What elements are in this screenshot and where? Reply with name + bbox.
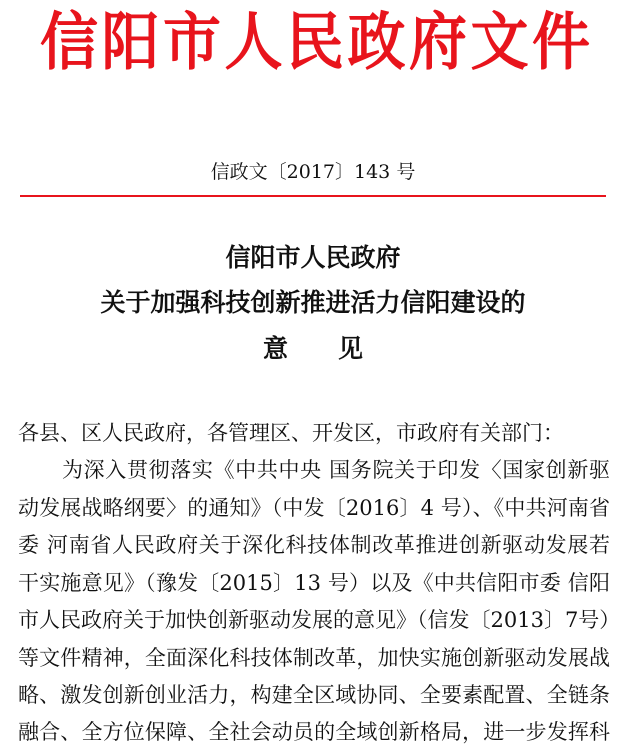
document-masthead: 信阳市人民政府文件 — [40, 5, 590, 79]
body-line: 委 河南省人民政府关于深化科技体制改革推进创新驱动发展若 — [18, 533, 610, 557]
red-divider-line — [20, 195, 606, 197]
title-doc-type: 意 见 — [262, 334, 363, 363]
document-number: 信政文〔2017〕143 号 — [210, 161, 416, 183]
title-subject: 关于加强科技创新推进活力信阳建设的 — [100, 288, 526, 317]
body-line: 动发展战略纲要〉的通知》（中发〔2016〕4 号）、《中共河南省 — [18, 496, 610, 520]
body-line: 干实施意见》（豫发〔2015〕13 号）以及《中共信阳市委 信阳 — [18, 571, 610, 595]
title-issuer: 信阳市人民政府 — [225, 243, 401, 272]
body-line: 市人民政府关于加快创新驱动发展的意见》（信发〔2013〕7号） — [18, 608, 621, 632]
body-line: 等文件精神，全面深化科技体制改革，加快实施创新驱动发展战 — [18, 646, 610, 670]
addressee-line: 各县、区人民政府，各管理区、开发区，市政府有关部门： — [18, 421, 564, 445]
body-line: 融合、全方位保障、全社会动员的全域创新格局，进一步发挥科 — [18, 720, 610, 744]
body-line: 略、激发创新创业活力，构建全区域协同、全要素配置、全链条 — [18, 683, 610, 707]
body-line: 为深入贯彻落实《中共中央 国务院关于印发〈国家创新驱 — [62, 458, 610, 482]
